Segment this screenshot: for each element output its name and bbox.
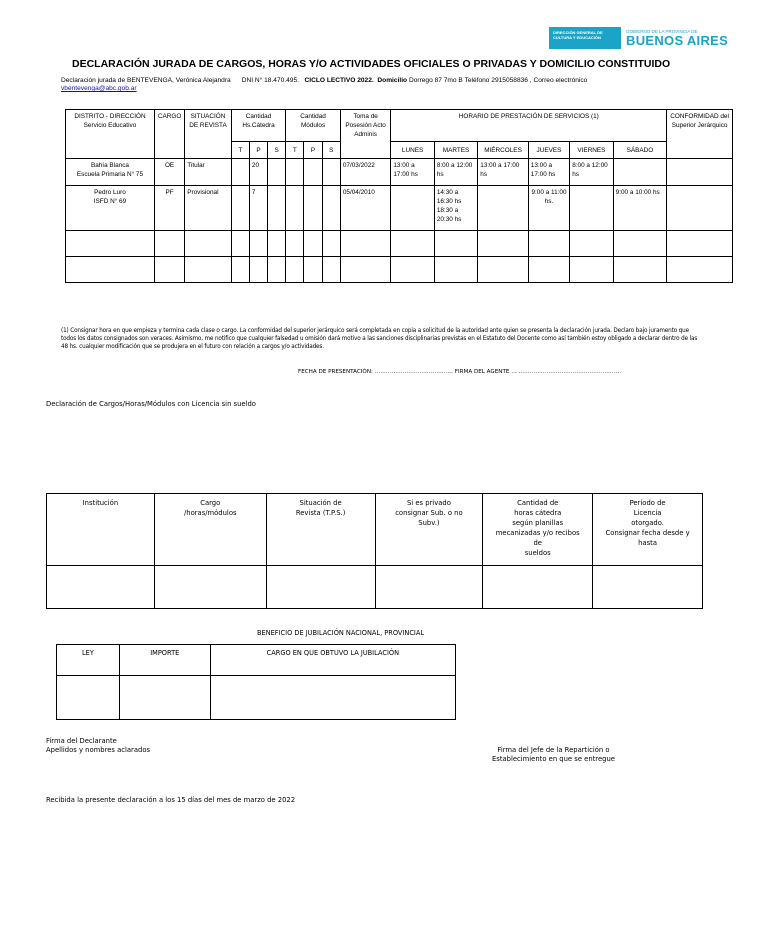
declarant-ciclo: CICLO LECTIVO 2022. [304,77,374,84]
cell-hs-p: 20 [249,159,267,186]
cell-lunes [391,186,434,231]
logo-government-text [626,29,728,47]
cell-situacion: Titular [185,159,231,186]
licence-header-row [47,494,703,566]
declarant-signature-block [46,737,150,755]
received-statement: Recibida la presente declaración a los 15 días del mes de marzo de 2022 [46,796,296,804]
cell-conformidad [667,159,733,186]
subheader-sabado: SÁBADO [613,142,667,159]
cell-hs-p: 7 [249,186,267,231]
declarant-info [61,77,587,85]
subheader-martes: MARTES [434,142,477,159]
document-title: DECLARACIÓN JURADA DE CARGOS, HORAS Y/O ACTIVIDADES OFICIALES O PRIVADAS Y DOMICILIO CONSTITUIDO [72,58,671,70]
cell-viernes: 8:00 a 12:00 hs [570,159,613,186]
table-row-empty [66,231,733,257]
subheader-lunes: LUNES [391,142,434,159]
logo-badge-line2: CULTURA Y EDUCACIÓN [553,35,601,40]
jubilacion-header-ley: LEY [57,645,120,676]
cell-miercoles: 13:00 a 17:00 hs [478,159,529,186]
header-conformidad: CONFORMIDAD del Superior Jerárquico [667,110,733,159]
header-cargo: CARGO [154,110,184,159]
logo-badge-line1: DIRECCIÓN GENERAL DE [553,30,603,35]
cell-cargo: OE [154,159,184,186]
jubilacion-title: BENEFICIO DE JUBILACIÓN NACIONAL, PROVINCIAL [257,629,425,637]
cell-jueves: 9:00 a 11:00 hs. [528,186,569,231]
licence-section-title: Declaración de Cargos/Horas/Módulos con Licencia sin sueldo [46,400,256,408]
licence-table [46,493,703,609]
table-row-empty [66,257,733,283]
cell-toma: 07/03/2022 [340,159,391,186]
declarant-signature-label: Firma del Declarante [46,737,117,745]
cell-conformidad [667,186,733,231]
cell-mod-t [286,186,304,231]
logo-badge [549,27,621,49]
cell-jueves: 13:00 a 17:00 hs [528,159,569,186]
subheader-miercoles: MIÉRCOLES [478,142,529,159]
subheader-hs-p: P [249,142,267,159]
declarant-dni: DNI N° 18.470.495. [241,77,299,84]
cell-situacion: Provisional [185,186,231,231]
declarant-email-link[interactable]: vbentevenga@abc.gob.ar [61,85,137,92]
chief-signature-label: Firma del Jefe de la Repartición o [497,746,610,754]
header-toma: Toma de Posesión Acto Adminis [340,110,391,159]
cell-viernes [570,186,613,231]
table-header-row [66,110,733,142]
table-row [66,186,733,231]
jubilacion-header-cargo: CARGO EN QUE OBTUVO LA JUBILACIÓN [210,645,455,676]
cell-sabado: 9:00 a 10:00 hs [613,186,667,231]
licence-header-situacion: Situación de Revista (T.P.S.) [266,494,375,566]
jubilacion-row-empty [57,676,456,720]
jubilacion-table [56,644,456,720]
jubilacion-header-importe: IMPORTE [119,645,210,676]
licence-header-institucion: Institución [47,494,155,566]
cell-martes: 8:00 a 12:00 hs [434,159,477,186]
cell-hs-s [268,159,286,186]
cell-toma: 05/04/2010 [340,186,391,231]
cell-mod-s [322,186,340,231]
licence-header-privado: Si es privado consignar Sub. o no Subv.) [375,494,483,566]
header-situacion: SITUACIÓN DE REVISTA [185,110,231,159]
subheader-mod-t: T [286,142,304,159]
cell-mod-p [304,186,322,231]
cell-mod-s [322,159,340,186]
cell-mod-t [286,159,304,186]
cell-lunes: 13:00 a 17:00 hs [391,159,434,186]
logo-gov-big: BUENOS AIRES [626,33,729,48]
subheader-mod-p: P [304,142,322,159]
subheader-viernes: VIERNES [570,142,613,159]
presentation-signature-line: FECHA DE PRESENTACIÓN: …………………………………… FIRMA DEL AGENTE … ………………………………………………. [298,369,622,375]
declarant-prefix: Declaración jurada de BENTEVENGA, Verónica Alejandra [61,77,231,84]
cell-cargo: PF [154,186,184,231]
header-modulos: Cantidad Módulos [286,110,341,142]
positions-table [65,109,733,283]
logo-gov-small: GOBIERNO DE LA PROVINCIA DE [626,29,698,34]
licence-row-empty [47,566,703,609]
footnote: (1) Consignar hora en que empieza y termina cada clase o cargo. La conformidad del superior jerárquico será completada en copia a solicitud de la autoridad ante quien se presenta la declaración jurada. Declaro bajo juramento que todos los datos consignados son veraces. Asimismo, me notifico que cualquier falsedad u omisión dará motivo a las sanciones disciplinarias previstas en el Estatuto del Docente como así también estoy obligado a declarar dentro de las 48 hs. cualquier modificación que se produjera en el futuro con relación a cargos y/o actividades. [61,328,698,350]
cell-distrito: Pedro Luro ISFD N° 69 [66,186,155,231]
declarant-name-label: Apellidos y nombres aclarados [46,746,151,754]
chief-signature-block [492,746,615,764]
subheader-hs-s: S [268,142,286,159]
table-row [66,159,733,186]
government-logo [549,27,728,49]
jubilacion-header-row [57,645,456,676]
cell-sabado [613,159,667,186]
declarant-domicilio: Dorrego 87 7mo B Teléfono 2915058836 , Correo electrónico [408,77,588,84]
licence-header-horas: Cantidad de horas cátedra según planillas mecanizadas y/o recibos de sueldos [483,494,593,566]
cell-hs-s [268,186,286,231]
subheader-hs-t: T [231,142,249,159]
header-hs-catedra: Cantidad Hs.Cátedra [231,110,286,142]
cell-martes: 14:30 a 16:30 hs 18:30 a 20:30 hs [434,186,477,231]
cell-hs-t [231,186,249,231]
cell-hs-t [231,159,249,186]
cell-miercoles [478,186,529,231]
licence-header-periodo: Período de Licencia otorgado. Consignar fecha desde y hasta [593,494,703,566]
cell-distrito: Bahía Blanca Escuela Primaria N° 75 [66,159,155,186]
licence-header-cargo: Cargo /horas/módulos [154,494,266,566]
declarant-domicilio-label: Domicilio [377,77,408,84]
subheader-mod-s: S [322,142,340,159]
chief-establishment-label: Establecimiento en que se entregue [492,755,615,763]
subheader-jueves: JUEVES [528,142,569,159]
header-horario: HORARIO DE PRESTACIÓN DE SERVICIOS (1) [391,110,667,142]
header-distrito: DISTRITO - DIRECCIÓN Servicio Educativo [66,110,155,159]
cell-mod-p [304,159,322,186]
